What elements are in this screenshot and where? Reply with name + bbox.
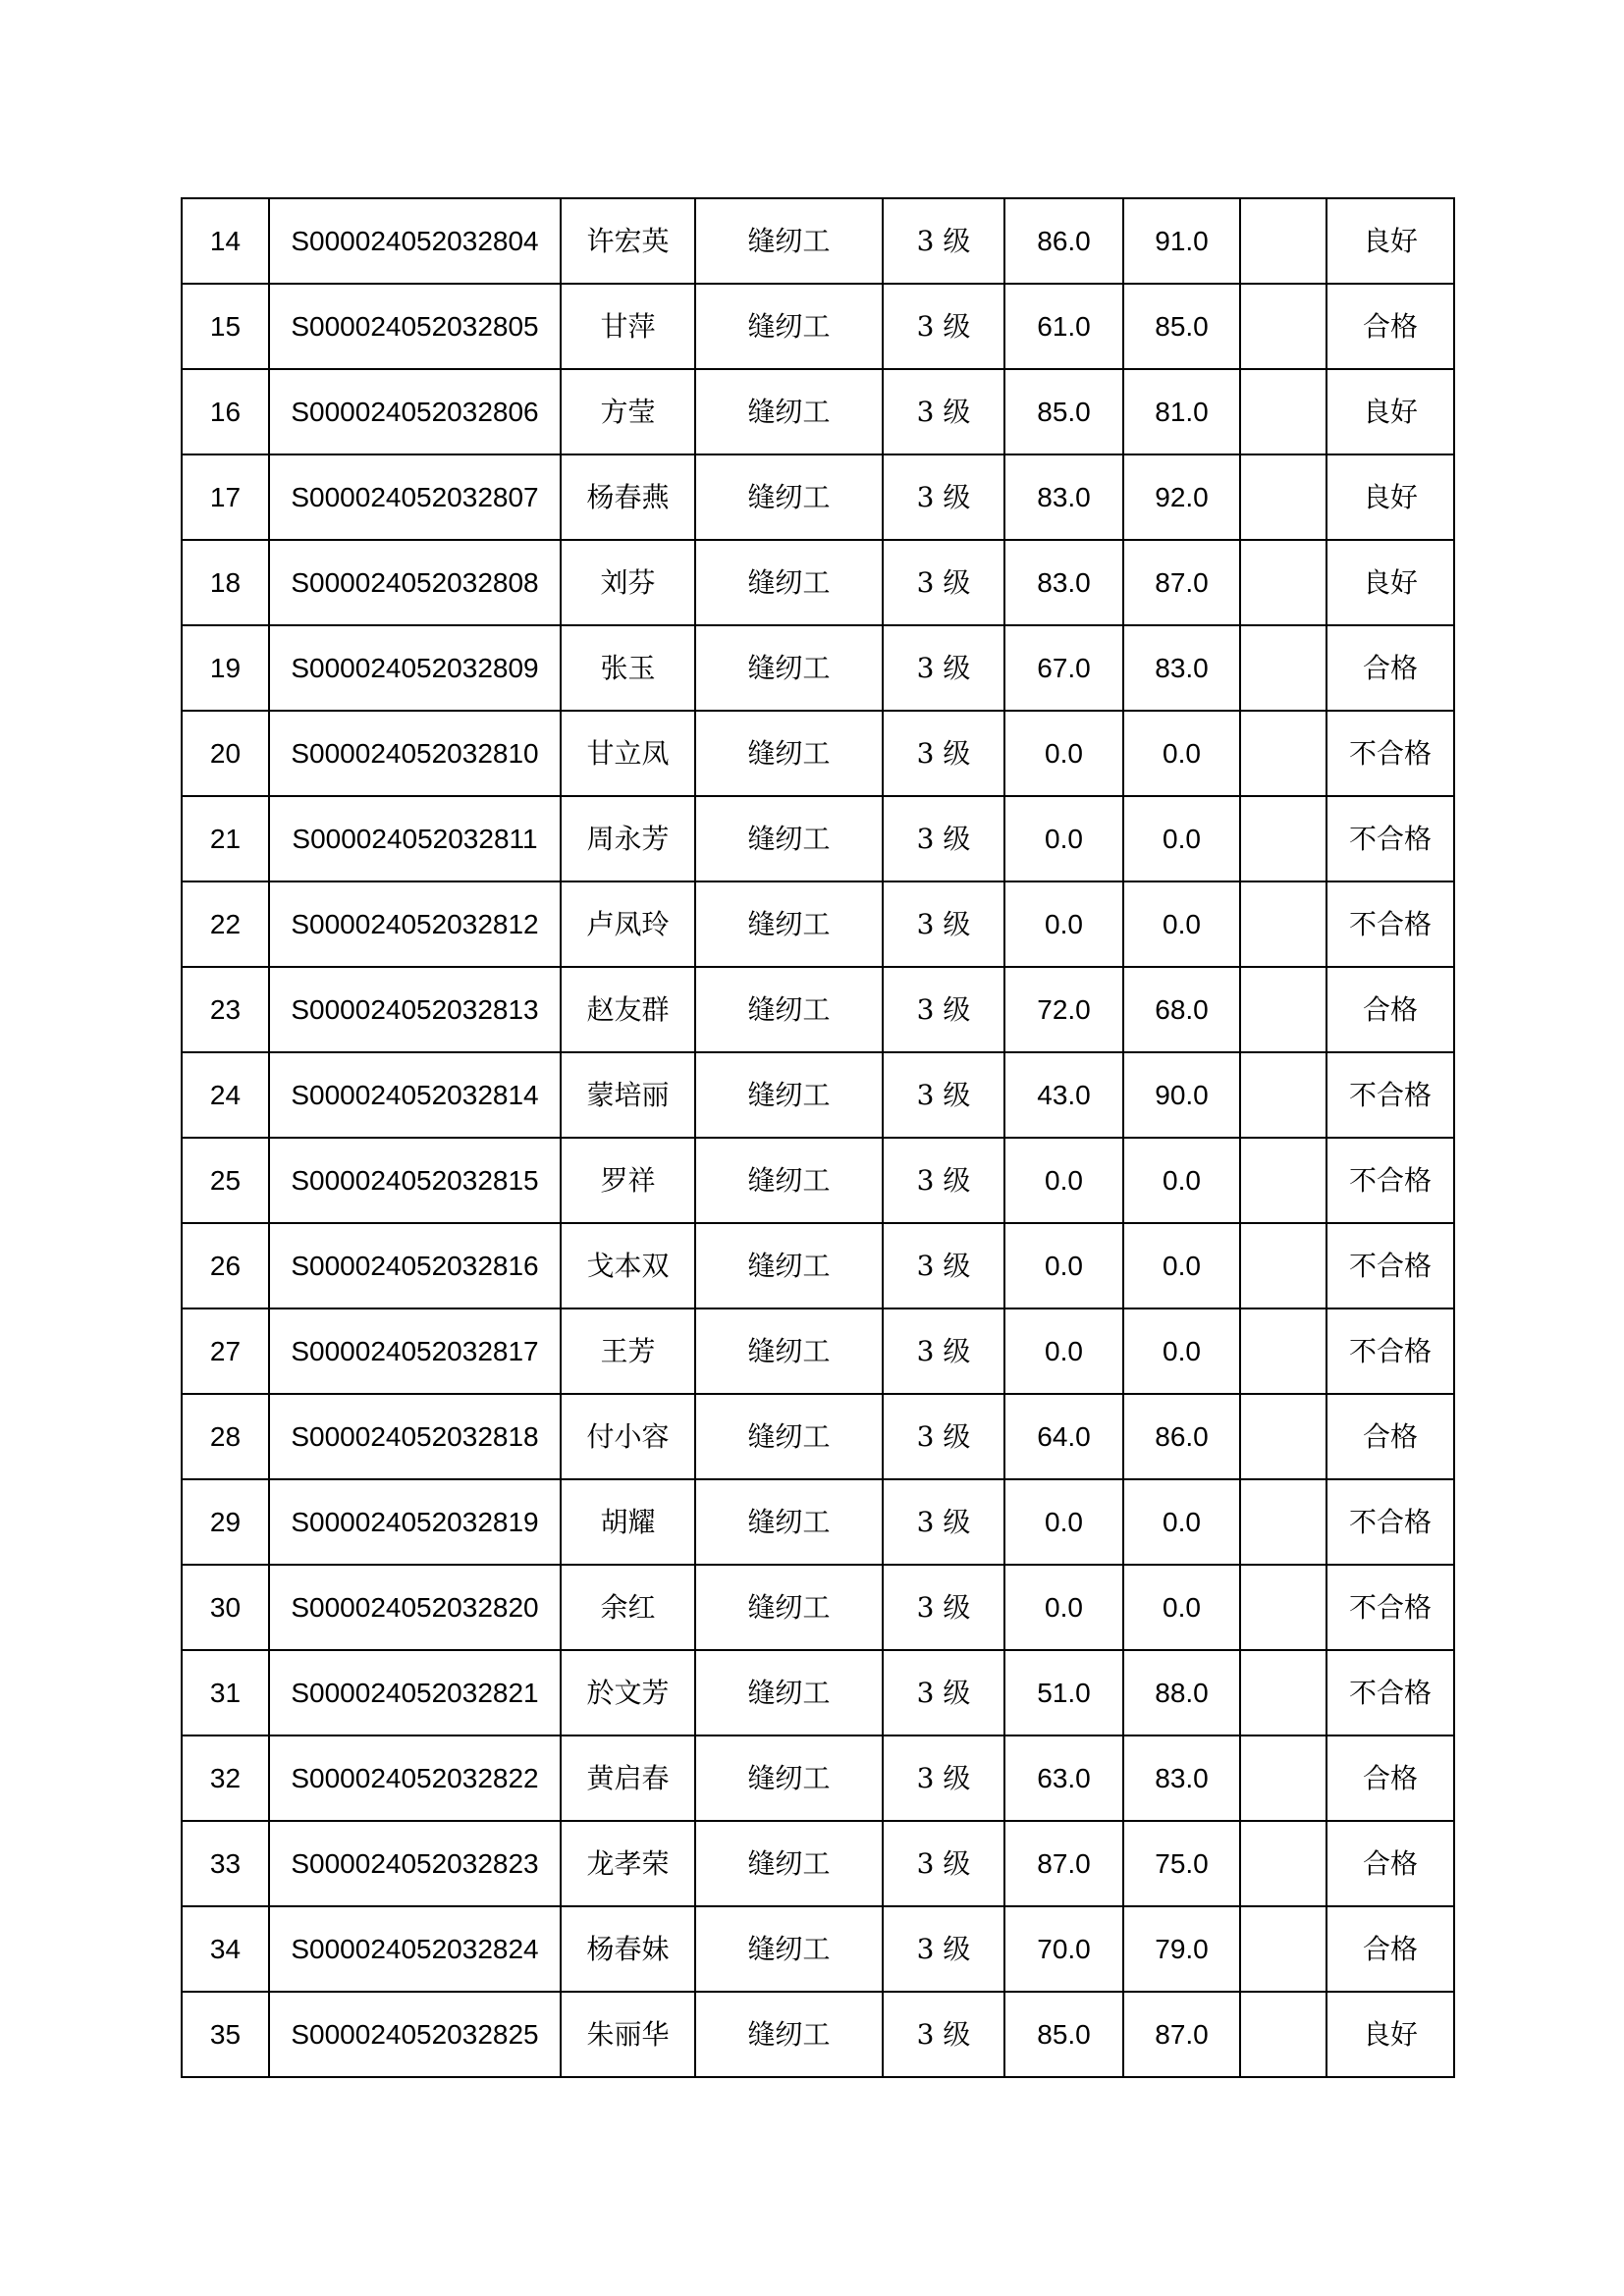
practical-score-cell: 0.0 [1123,1138,1240,1223]
result-cell: 合格 [1326,1394,1454,1479]
table-row [182,1052,1454,1138]
row-number-cell: 33 [182,1821,269,1906]
level-cell: 3 级 [883,198,1004,284]
candidate-name-cell: 罗祥 [561,1138,695,1223]
level-cell: 3 级 [883,1308,1004,1394]
certificate-id-cell: S000024052032822 [269,1735,561,1821]
row-number-cell: 15 [182,284,269,369]
note-cell [1240,1052,1326,1138]
trade-cell: 缝纫工 [695,1992,883,2077]
certificate-id-cell: S000024052032816 [269,1223,561,1308]
candidate-name-cell: 黄启春 [561,1735,695,1821]
result-cell: 不合格 [1326,1223,1454,1308]
note-cell [1240,1479,1326,1565]
certificate-id-cell: S000024052032823 [269,1821,561,1906]
row-number-cell: 25 [182,1138,269,1223]
certificate-id-cell: S000024052032817 [269,1308,561,1394]
practical-score-cell: 0.0 [1123,1308,1240,1394]
theory-score-cell: 0.0 [1004,796,1123,881]
level-cell: 3 级 [883,967,1004,1052]
table-row [182,1735,1454,1821]
trade-cell: 缝纫工 [695,284,883,369]
theory-score-cell: 0.0 [1004,1308,1123,1394]
certificate-id-cell: S000024052032812 [269,881,561,967]
practical-score-cell: 83.0 [1123,1735,1240,1821]
table-row [182,1565,1454,1650]
level-cell: 3 级 [883,540,1004,625]
level-cell: 3 级 [883,454,1004,540]
theory-score-cell: 83.0 [1004,540,1123,625]
trade-cell: 缝纫工 [695,1052,883,1138]
certificate-id-cell: S000024052032821 [269,1650,561,1735]
candidate-name-cell: 甘萍 [561,284,695,369]
table-row [182,796,1454,881]
row-number-cell: 30 [182,1565,269,1650]
row-number-cell: 19 [182,625,269,711]
result-cell: 不合格 [1326,1052,1454,1138]
result-cell: 合格 [1326,284,1454,369]
row-number-cell: 21 [182,796,269,881]
trade-cell: 缝纫工 [695,454,883,540]
candidate-name-cell: 胡耀 [561,1479,695,1565]
candidate-name-cell: 周永芳 [561,796,695,881]
result-cell: 良好 [1326,369,1454,454]
table-row [182,454,1454,540]
result-cell: 不合格 [1326,796,1454,881]
certificate-id-cell: S000024052032824 [269,1906,561,1992]
table-row [182,967,1454,1052]
certificate-id-cell: S000024052032804 [269,198,561,284]
practical-score-cell: 0.0 [1123,1223,1240,1308]
result-cell: 不合格 [1326,1138,1454,1223]
candidate-name-cell: 龙孝荣 [561,1821,695,1906]
certificate-id-cell: S000024052032825 [269,1992,561,2077]
candidate-name-cell: 於文芳 [561,1650,695,1735]
result-cell: 合格 [1326,967,1454,1052]
candidate-name-cell: 杨春燕 [561,454,695,540]
row-number-cell: 26 [182,1223,269,1308]
practical-score-cell: 0.0 [1123,796,1240,881]
theory-score-cell: 51.0 [1004,1650,1123,1735]
table-row [182,1906,1454,1992]
trade-cell: 缝纫工 [695,1735,883,1821]
row-number-cell: 23 [182,967,269,1052]
theory-score-cell: 64.0 [1004,1394,1123,1479]
level-cell: 3 级 [883,1735,1004,1821]
trade-cell: 缝纫工 [695,967,883,1052]
row-number-cell: 27 [182,1308,269,1394]
trade-cell: 缝纫工 [695,1223,883,1308]
practical-score-cell: 87.0 [1123,540,1240,625]
theory-score-cell: 0.0 [1004,1138,1123,1223]
theory-score-cell: 85.0 [1004,369,1123,454]
practical-score-cell: 88.0 [1123,1650,1240,1735]
note-cell [1240,1138,1326,1223]
result-cell: 良好 [1326,540,1454,625]
trade-cell: 缝纫工 [695,881,883,967]
table-row [182,1992,1454,2077]
practical-score-cell: 86.0 [1123,1394,1240,1479]
table-row [182,284,1454,369]
table-row [182,198,1454,284]
theory-score-cell: 0.0 [1004,1565,1123,1650]
row-number-cell: 31 [182,1650,269,1735]
theory-score-cell: 83.0 [1004,454,1123,540]
table-row [182,1223,1454,1308]
practical-score-cell: 85.0 [1123,284,1240,369]
result-cell: 合格 [1326,625,1454,711]
practical-score-cell: 90.0 [1123,1052,1240,1138]
result-cell: 良好 [1326,198,1454,284]
trade-cell: 缝纫工 [695,796,883,881]
theory-score-cell: 63.0 [1004,1735,1123,1821]
level-cell: 3 级 [883,1821,1004,1906]
row-number-cell: 35 [182,1992,269,2077]
table-row [182,711,1454,796]
note-cell [1240,625,1326,711]
table-row [182,1821,1454,1906]
note-cell [1240,1650,1326,1735]
note-cell [1240,796,1326,881]
result-cell: 良好 [1326,454,1454,540]
candidate-name-cell: 方莹 [561,369,695,454]
certificate-id-cell: S000024052032811 [269,796,561,881]
practical-score-cell: 75.0 [1123,1821,1240,1906]
certificate-id-cell: S000024052032805 [269,284,561,369]
level-cell: 3 级 [883,1650,1004,1735]
note-cell [1240,1565,1326,1650]
candidate-name-cell: 许宏英 [561,198,695,284]
candidate-name-cell: 余红 [561,1565,695,1650]
note-cell [1240,1821,1326,1906]
level-cell: 3 级 [883,284,1004,369]
row-number-cell: 18 [182,540,269,625]
row-number-cell: 17 [182,454,269,540]
row-number-cell: 24 [182,1052,269,1138]
candidate-name-cell: 甘立凤 [561,711,695,796]
trade-cell: 缝纫工 [695,625,883,711]
results-table-body [182,198,1454,2077]
candidate-name-cell: 朱丽华 [561,1992,695,2077]
candidate-name-cell: 蒙培丽 [561,1052,695,1138]
practical-score-cell: 79.0 [1123,1906,1240,1992]
result-cell: 合格 [1326,1906,1454,1992]
note-cell [1240,1223,1326,1308]
trade-cell: 缝纫工 [695,1906,883,1992]
certificate-id-cell: S000024052032820 [269,1565,561,1650]
trade-cell: 缝纫工 [695,1565,883,1650]
row-number-cell: 22 [182,881,269,967]
level-cell: 3 级 [883,881,1004,967]
table-row [182,1138,1454,1223]
practical-score-cell: 91.0 [1123,198,1240,284]
row-number-cell: 32 [182,1735,269,1821]
practical-score-cell: 92.0 [1123,454,1240,540]
trade-cell: 缝纫工 [695,1308,883,1394]
trade-cell: 缝纫工 [695,198,883,284]
level-cell: 3 级 [883,1479,1004,1565]
row-number-cell: 28 [182,1394,269,1479]
practical-score-cell: 81.0 [1123,369,1240,454]
result-cell: 合格 [1326,1735,1454,1821]
note-cell [1240,967,1326,1052]
note-cell [1240,1906,1326,1992]
theory-score-cell: 61.0 [1004,284,1123,369]
practical-score-cell: 0.0 [1123,711,1240,796]
candidate-name-cell: 卢凤玲 [561,881,695,967]
result-cell: 合格 [1326,1821,1454,1906]
theory-score-cell: 0.0 [1004,1223,1123,1308]
result-cell: 不合格 [1326,1650,1454,1735]
level-cell: 3 级 [883,1052,1004,1138]
certificate-id-cell: S000024052032818 [269,1394,561,1479]
table-row [182,625,1454,711]
table-row [182,1650,1454,1735]
level-cell: 3 级 [883,369,1004,454]
table-row [182,1394,1454,1479]
certificate-id-cell: S000024052032819 [269,1479,561,1565]
certificate-id-cell: S000024052032809 [269,625,561,711]
result-cell: 不合格 [1326,881,1454,967]
note-cell [1240,711,1326,796]
practical-score-cell: 68.0 [1123,967,1240,1052]
level-cell: 3 级 [883,1394,1004,1479]
practical-score-cell: 0.0 [1123,881,1240,967]
candidate-name-cell: 赵友群 [561,967,695,1052]
table-row [182,369,1454,454]
row-number-cell: 14 [182,198,269,284]
row-number-cell: 20 [182,711,269,796]
note-cell [1240,198,1326,284]
result-cell: 良好 [1326,1992,1454,2077]
level-cell: 3 级 [883,711,1004,796]
candidate-name-cell: 付小容 [561,1394,695,1479]
note-cell [1240,284,1326,369]
trade-cell: 缝纫工 [695,711,883,796]
level-cell: 3 级 [883,1223,1004,1308]
certificate-id-cell: S000024052032810 [269,711,561,796]
result-cell: 不合格 [1326,1308,1454,1394]
result-cell: 不合格 [1326,1479,1454,1565]
trade-cell: 缝纫工 [695,1479,883,1565]
level-cell: 3 级 [883,796,1004,881]
note-cell [1240,454,1326,540]
theory-score-cell: 0.0 [1004,1479,1123,1565]
certificate-id-cell: S000024052032808 [269,540,561,625]
level-cell: 3 级 [883,625,1004,711]
certificate-id-cell: S000024052032813 [269,967,561,1052]
practical-score-cell: 0.0 [1123,1565,1240,1650]
result-cell: 不合格 [1326,1565,1454,1650]
row-number-cell: 16 [182,369,269,454]
result-cell: 不合格 [1326,711,1454,796]
note-cell [1240,540,1326,625]
certificate-id-cell: S000024052032806 [269,369,561,454]
row-number-cell: 34 [182,1906,269,1992]
certificate-id-cell: S000024052032815 [269,1138,561,1223]
level-cell: 3 级 [883,1138,1004,1223]
candidate-name-cell: 张玉 [561,625,695,711]
theory-score-cell: 87.0 [1004,1821,1123,1906]
note-cell [1240,1394,1326,1479]
row-number-cell: 29 [182,1479,269,1565]
candidate-name-cell: 王芳 [561,1308,695,1394]
level-cell: 3 级 [883,1906,1004,1992]
theory-score-cell: 85.0 [1004,1992,1123,2077]
theory-score-cell: 72.0 [1004,967,1123,1052]
trade-cell: 缝纫工 [695,540,883,625]
table-row [182,1479,1454,1565]
trade-cell: 缝纫工 [695,1821,883,1906]
theory-score-cell: 70.0 [1004,1906,1123,1992]
certificate-id-cell: S000024052032814 [269,1052,561,1138]
theory-score-cell: 67.0 [1004,625,1123,711]
theory-score-cell: 43.0 [1004,1052,1123,1138]
level-cell: 3 级 [883,1565,1004,1650]
practical-score-cell: 87.0 [1123,1992,1240,2077]
trade-cell: 缝纫工 [695,1394,883,1479]
note-cell [1240,1735,1326,1821]
results-table [181,197,1455,2078]
theory-score-cell: 0.0 [1004,881,1123,967]
practical-score-cell: 0.0 [1123,1479,1240,1565]
candidate-name-cell: 戈本双 [561,1223,695,1308]
note-cell [1240,369,1326,454]
candidate-name-cell: 刘芬 [561,540,695,625]
theory-score-cell: 0.0 [1004,711,1123,796]
note-cell [1240,1992,1326,2077]
certificate-id-cell: S000024052032807 [269,454,561,540]
theory-score-cell: 86.0 [1004,198,1123,284]
note-cell [1240,1308,1326,1394]
practical-score-cell: 83.0 [1123,625,1240,711]
level-cell: 3 级 [883,1992,1004,2077]
note-cell [1240,881,1326,967]
trade-cell: 缝纫工 [695,369,883,454]
trade-cell: 缝纫工 [695,1138,883,1223]
table-row [182,540,1454,625]
table-row [182,1308,1454,1394]
table-row [182,881,1454,967]
trade-cell: 缝纫工 [695,1650,883,1735]
candidate-name-cell: 杨春妹 [561,1906,695,1992]
